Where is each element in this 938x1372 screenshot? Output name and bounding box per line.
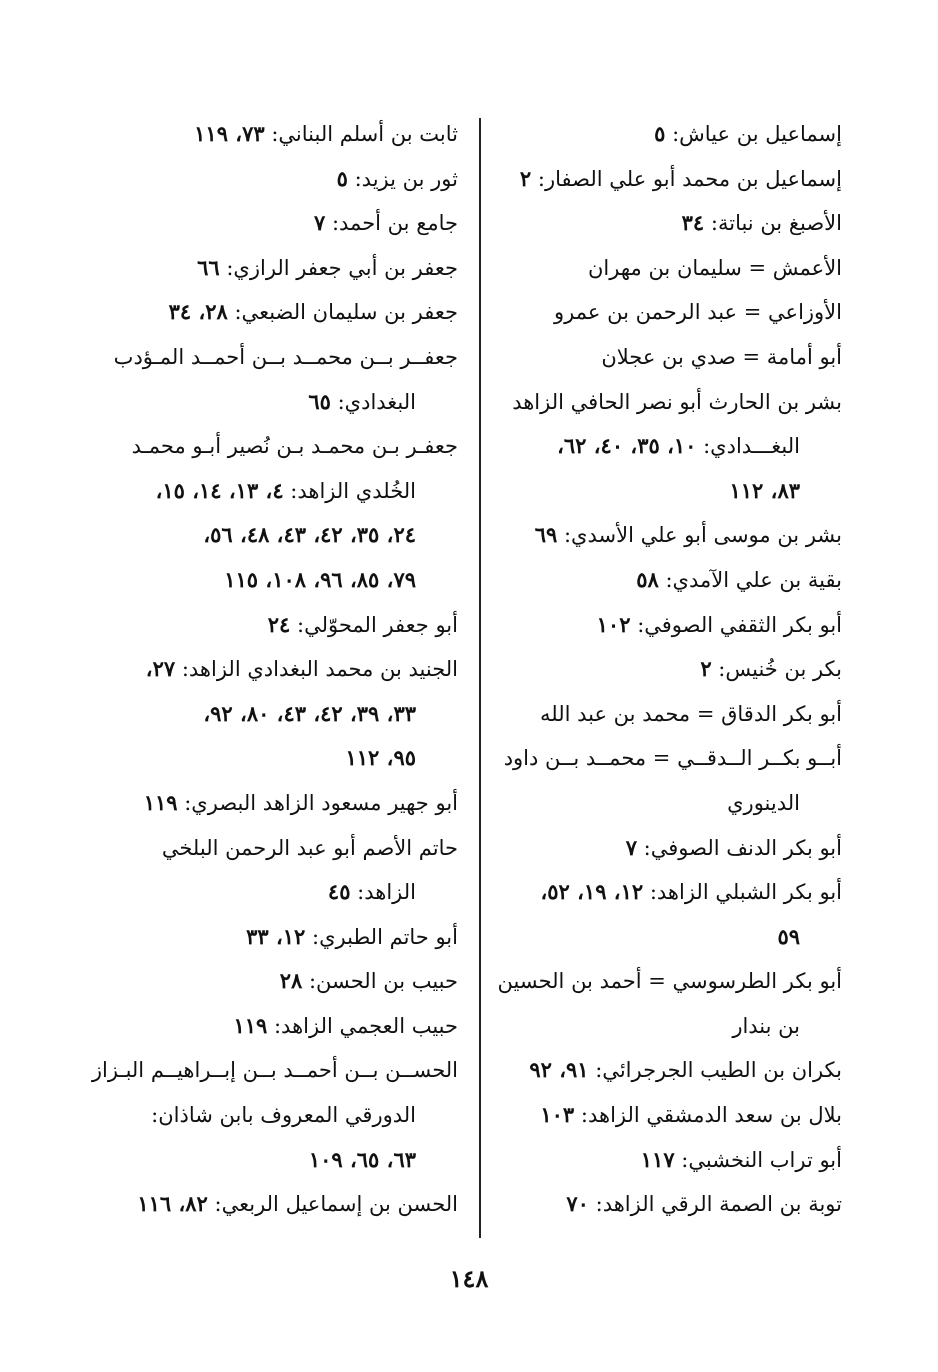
entry-name: ثور بن يزيد: [354, 166, 458, 191]
entry-name: البغدادي: [337, 389, 416, 414]
entry-page-refs: ٤٥ [327, 879, 351, 905]
entry-name: حبيب بن الحسن: [308, 969, 458, 994]
column-divider [479, 118, 481, 1238]
index-entry [490, 157, 842, 202]
entry-page-refs: ٥ [654, 121, 666, 146]
entry-page-refs: ٦٥ [308, 388, 331, 414]
entry-name: جعفــر بــن محمــد بــن أحمــد المـؤدب [113, 344, 458, 369]
entry-name: إسماعيل بن محمد أبو علي الصفار: [537, 166, 842, 191]
entry-page-refs: ٤، ١٣، ١٤، ١٥، [155, 477, 284, 503]
entry-name: أبــو بكــر الــدقــي = محمــد بــن داود [503, 746, 842, 771]
entry-name: توبة بن الصمة الرقي الزاهد: [595, 1192, 842, 1217]
index-entry [490, 1182, 842, 1227]
entry-page-refs: ٧ [313, 210, 326, 236]
index-entry [110, 647, 458, 692]
index-entry [110, 201, 458, 246]
entry-name: جامع بن أحمد: [331, 211, 458, 236]
entry-page-refs: ١٢، ١٩، ٥٢، [540, 879, 644, 905]
entry-page-refs: ١١٩ [233, 1012, 268, 1038]
entry-page-refs: ٢٨، ٣٤ [168, 299, 228, 325]
index-entry [110, 692, 458, 737]
entry-page-refs: ٦٦ [197, 254, 220, 280]
entry-name: بشر بن الحارث أبو نصر الحافي الزاهد [512, 389, 842, 414]
entry-name: أبو بكر الطرسوسي = أحمد بن الحسين [497, 969, 842, 994]
entry-page-refs: ١٠، ٣٥، ٤٠، ٦٢، [557, 433, 697, 459]
entry-name: أبو تراب النخشبي: [681, 1147, 842, 1172]
entry-name: أبو جعفر المحوّلي: [297, 612, 458, 637]
entry-name: الأعمش = سليمان بن مهران [588, 255, 842, 280]
index-entry [110, 1182, 458, 1227]
entry-page-refs: ٣٤ [681, 210, 705, 236]
entry-name: الأوزاعي = عبد الرحمن بن عمرو [554, 300, 842, 325]
index-entry [490, 424, 842, 469]
entry-name: جعفر بن سليمان الضبعي: [234, 300, 458, 325]
entry-name: الخُلدي الزاهد: [290, 478, 416, 503]
index-entry [490, 781, 842, 826]
index-entry [110, 380, 458, 425]
entry-page-refs: ٧٩، ٨٥، ٩٦، ١٠٨، ١١٥ [224, 566, 416, 592]
index-column-right [490, 112, 842, 1227]
entry-name: أبو أمامة = صدي بن عجلان [601, 344, 842, 369]
index-entry [490, 558, 842, 603]
entry-name: البغـــدادي: [703, 434, 800, 459]
entry-name: جعفـر بـن محمـد بـن نُصير أبـو محمـد [131, 434, 458, 459]
entry-name: بكر بن خُنيس: [718, 657, 842, 682]
index-entry [490, 959, 842, 1004]
index-entry [490, 736, 842, 781]
index-entry [91, 1048, 458, 1093]
entry-name: بكران بن الطيب الجرجرائي: [595, 1058, 842, 1083]
entry-page-refs: ٩٥، ١١٢ [345, 745, 416, 771]
entry-name: حبيب العجمي الزاهد: [273, 1013, 458, 1038]
index-entry [490, 335, 842, 380]
index-column-left [91, 112, 458, 1227]
entry-page-refs: ١٢، ٣٣ [246, 923, 306, 949]
index-entry [110, 781, 458, 826]
entry-page-refs: ٢٨ [279, 968, 303, 994]
index-entry [490, 915, 842, 960]
entry-name: الأصبغ بن نباتة: [710, 211, 842, 236]
index-entry [110, 603, 458, 648]
index-entry [110, 826, 458, 871]
entry-page-refs: ١٠٢ [596, 611, 631, 637]
index-entry [490, 246, 842, 291]
entry-page-refs: ٥٨ [636, 566, 659, 592]
entry-name: ثابت بن أسلم البناني: [271, 122, 458, 146]
entry-page-refs: ٦٣، ٦٥، ١٠٩ [308, 1146, 416, 1172]
index-entry [490, 870, 842, 915]
index-entry [110, 290, 458, 335]
entry-name: الحســن بــن أحمــد بــن إبــراهيــم البـزاز [91, 1058, 458, 1083]
entry-page-refs: ٧٠ [566, 1191, 589, 1217]
entry-page-refs: ٧ [625, 834, 637, 860]
index-entry [110, 915, 458, 960]
entry-name: بقية بن علي الآمدي: [665, 567, 842, 592]
index-entry [110, 959, 458, 1004]
entry-page-refs: ١١٧ [640, 1146, 675, 1172]
entry-name: الدورقي المعروف بابن شاذان: [151, 1103, 416, 1128]
entry-page-refs: ٨٢، ١١٦ [137, 1191, 208, 1217]
entry-name: الدينوري [727, 790, 800, 815]
index-entry [490, 826, 842, 871]
entry-page-refs: ٢ [700, 656, 712, 682]
entry-page-refs: ١١٩ [143, 789, 178, 815]
entry-name: بن بندار [732, 1013, 800, 1038]
entry-name: أبو حاتم الطبري: [312, 924, 458, 949]
index-entry [490, 603, 842, 648]
index-entry [490, 647, 842, 692]
index-entry [490, 290, 842, 335]
entry-page-refs: ٨٣، ١١٢ [729, 477, 800, 503]
entry-page-refs: ٩١، ٩٢ [529, 1057, 589, 1083]
entry-page-refs: ٢ [519, 165, 532, 191]
index-entry [110, 736, 458, 781]
entry-page-refs: ٦٩ [534, 522, 558, 548]
index-entry [490, 469, 842, 514]
entry-name: جعفر بن أبي جعفر الرازي: [226, 255, 458, 280]
entry-name: الجنيد بن محمد البغدادي الزاهد: [181, 657, 458, 682]
entry-name: أبو بكر الشبلي الزاهد: [649, 880, 842, 905]
index-entry [110, 335, 458, 380]
index-entry [110, 424, 458, 469]
index-entry [490, 1093, 842, 1138]
entry-name: بلال بن سعد الدمشقي الزاهد: [580, 1103, 842, 1128]
entry-page-refs: ١٠٣ [540, 1102, 575, 1128]
entry-page-refs: ٢٧، [145, 656, 176, 682]
index-entry [110, 513, 458, 558]
index-entry [490, 513, 842, 558]
entry-name: حاتم الأصم أبو عبد الرحمن البلخي [161, 835, 458, 860]
entry-page-refs: ٥٩ [777, 923, 800, 949]
entry-name: أبو بكر الثقفي الصوفي: [637, 612, 842, 637]
index-entry [110, 1093, 458, 1138]
index-entry [490, 380, 842, 425]
index-entry [110, 558, 458, 603]
index-entry [490, 112, 842, 157]
index-entry [110, 469, 458, 514]
index-entry [490, 201, 842, 246]
entry-name: أبو بكر الدنف الصوفي: [643, 835, 842, 860]
index-entry [490, 1004, 842, 1049]
index-entry [110, 870, 458, 915]
entry-name: أبو بكر الدقاق = محمد بن عبد الله [540, 701, 842, 726]
entry-name: الزاهد: [357, 880, 416, 905]
index-entry [110, 246, 458, 291]
index-entry [490, 1048, 842, 1093]
entry-page-refs: ٥ [336, 165, 348, 191]
entry-page-refs: ٣٣، ٣٩، ٤٢، ٤٣، ٨٠، ٩٢، [203, 700, 416, 726]
page-number: ١٤٨ [449, 1264, 489, 1293]
index-entry [110, 112, 458, 157]
index-entry [490, 1138, 842, 1183]
entry-name: بشر بن موسى أبو علي الأسدي: [563, 523, 842, 548]
entry-page-refs: ٧٣، ١١٩ [194, 121, 265, 146]
index-entry [110, 157, 458, 202]
entry-name: الحسن بن إسماعيل الربعي: [214, 1192, 458, 1217]
entry-page-refs: ٢٤، ٣٥، ٤٢، ٤٣، ٤٨، ٥٦، [203, 522, 416, 548]
index-entry [490, 692, 842, 737]
entry-name: إسماعيل بن عياش: [672, 122, 842, 146]
index-entry [110, 1138, 458, 1183]
entry-page-refs: ٢٤ [267, 611, 291, 637]
entry-name: أبو جهير مسعود الزاهد البصري: [184, 790, 458, 815]
index-entry [110, 1004, 458, 1049]
